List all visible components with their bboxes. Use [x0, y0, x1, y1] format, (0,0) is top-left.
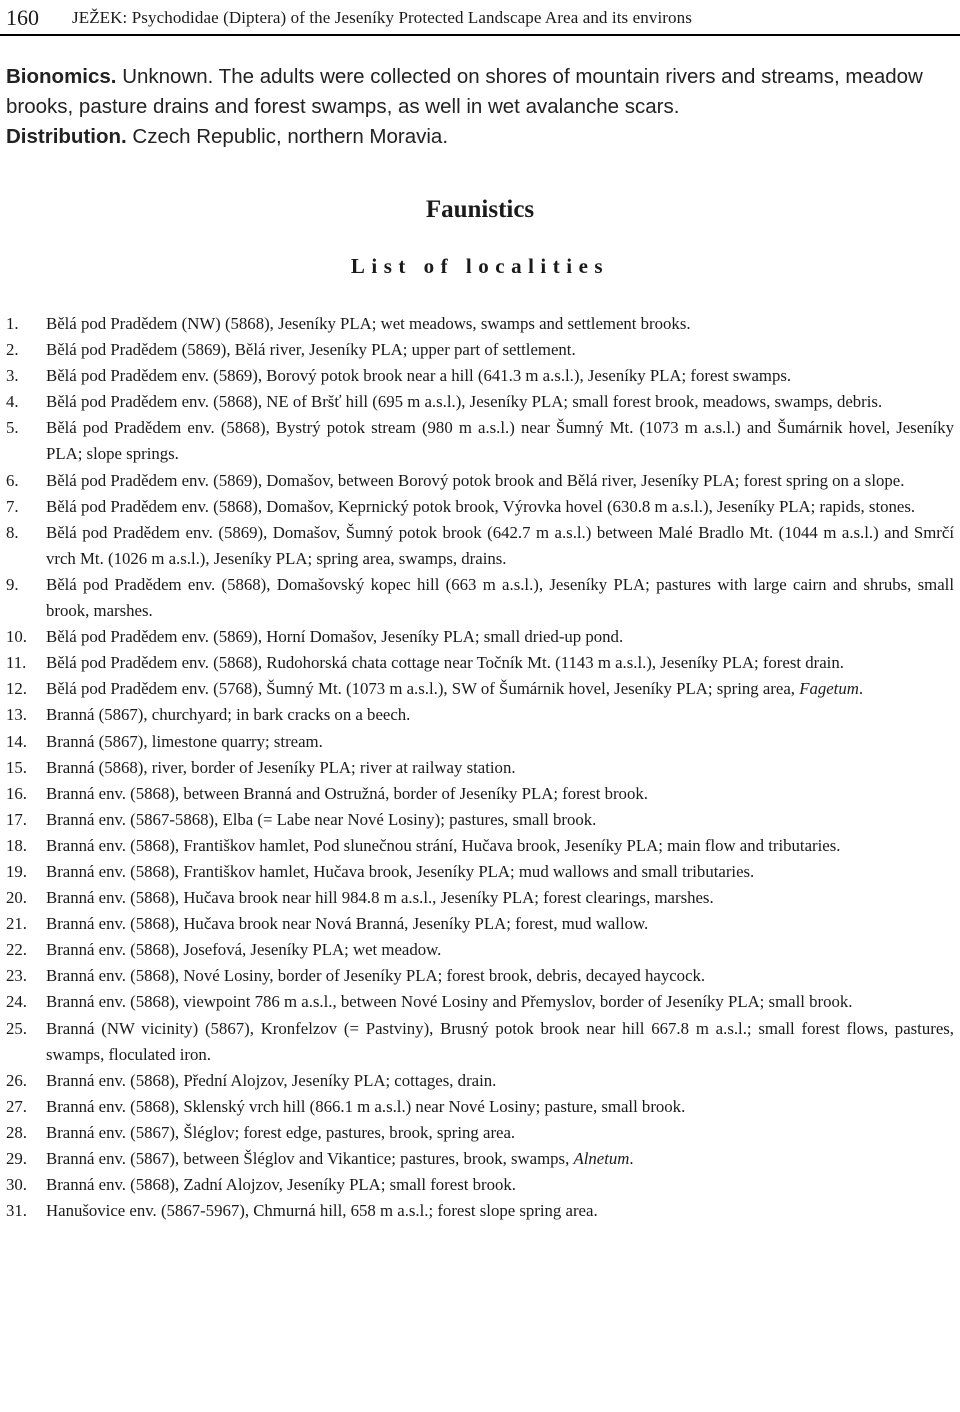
locality-description: Bělá pod Pradědem (NW) (5868), Jeseníky PLA; wet meadows, swamps and settlement brooks.	[46, 314, 691, 333]
locality-text	[46, 1094, 954, 1120]
locality-item	[6, 468, 954, 494]
locality-item	[6, 937, 954, 963]
locality-number: 31.	[6, 1201, 27, 1221]
locality-text	[46, 572, 954, 624]
locality-text	[46, 311, 954, 337]
locality-number: 5.	[6, 418, 19, 438]
locality-text	[46, 937, 954, 963]
subsection-title: List of localities	[350, 254, 610, 278]
bionomics-text: Unknown. The adults were collected on shores of mountain rivers and streams, meadow brooks, pasture drains and forest swamps, as well in wet avalanche scars.	[6, 65, 923, 118]
locality-number: 7.	[6, 496, 19, 516]
locality-text	[46, 676, 954, 702]
locality-number: 11.	[6, 653, 27, 673]
locality-text	[46, 755, 954, 781]
locality-text	[46, 520, 954, 572]
locality-number: 22.	[6, 940, 27, 960]
locality-item	[6, 415, 954, 467]
locality-number: 9.	[6, 574, 19, 594]
locality-item	[6, 363, 954, 389]
locality-description: Branná env. (5868), Sklenský vrch hill (866.1 m a.s.l.) near Nové Losiny; pasture, small brook.	[46, 1096, 686, 1116]
locality-number: 18.	[6, 835, 27, 855]
distribution-label: Distribution.	[6, 125, 127, 148]
locality-item	[6, 702, 954, 728]
locality-description: Bělá pod Pradědem (5869), Bělá river, Jeseníky PLA; upper part of settlement.	[46, 340, 576, 360]
locality-description: Bělá pod Pradědem env. (5868), Rudohorská chata cottage near Točník Mt. (1143 m a.s.l.), Jeseníky PLA; forest drain.	[46, 653, 844, 673]
locality-text	[46, 624, 954, 650]
locality-item	[6, 1198, 954, 1224]
locality-text	[46, 1198, 954, 1224]
locality-item	[6, 676, 954, 702]
locality-item	[6, 1172, 954, 1198]
locality-text	[46, 885, 954, 911]
locality-description: Branná env. (5867), between Šléglov and Vikantice; pastures, brook, swamps,	[46, 1149, 574, 1168]
intro-paragraph	[6, 62, 952, 152]
locality-text	[46, 989, 954, 1015]
locality-number: 6.	[6, 470, 19, 490]
locality-number: 2.	[6, 340, 19, 360]
locality-text	[46, 833, 954, 859]
locality-text	[46, 963, 954, 989]
locality-number: 15.	[6, 757, 27, 777]
locality-description: Branná (5868), river, border of Jeseníky PLA; river at railway station.	[46, 757, 516, 777]
locality-item	[6, 1120, 954, 1146]
locality-text	[46, 1016, 954, 1068]
locality-description: Bělá pod Pradědem env. (5868), Domašov, Keprnický potok brook, Výrovka hovel (630.8 m a.s.l.), Jeseníky PLA; rapids, stones.	[46, 496, 916, 516]
locality-number: 24.	[6, 992, 27, 1012]
locality-item	[6, 337, 954, 363]
locality-text	[46, 1146, 954, 1172]
locality-text	[46, 859, 954, 885]
locality-number: 16.	[6, 783, 27, 803]
locality-description: Bělá pod Pradědem env. (5869), Domašov, between Borový potok brook and Bělá river, Jeseníky PLA; forest spring on a slope.	[46, 470, 905, 490]
locality-punctuation: .	[629, 1149, 634, 1168]
locality-number: 19.	[6, 861, 27, 881]
locality-number: 26.	[6, 1070, 27, 1090]
page-number: 160	[6, 5, 39, 30]
locality-description: Bělá pod Pradědem env. (5869), Borový potok brook near a hill (641.3 m a.s.l.), Jeseníky PLA; forest swamps.	[46, 366, 792, 386]
locality-item	[6, 494, 954, 520]
locality-number: 3.	[6, 366, 19, 386]
locality-item	[6, 1068, 954, 1094]
locality-item	[6, 859, 954, 885]
locality-item	[6, 989, 954, 1015]
locality-item	[6, 650, 954, 676]
locality-number: 10.	[6, 627, 27, 647]
locality-item	[6, 911, 954, 937]
locality-text	[46, 1120, 954, 1146]
locality-item	[6, 807, 954, 833]
locality-number: 14.	[6, 731, 27, 751]
locality-description: Bělá pod Pradědem env. (5868), Bystrý potok stream (980 m a.s.l.) near Šumný Mt. (1073 m a.s.l.) and Šumárnik hovel, Jeseníky PLA; slope springs.	[46, 418, 954, 464]
locality-item	[6, 572, 954, 624]
locality-description: Branná env. (5868), Františkov hamlet, Hučava brook, Jeseníky PLA; mud wallows and small tributaries.	[46, 861, 755, 881]
locality-description: Branná env. (5868), Hučava brook near hill 984.8 m a.s.l., Jeseníky PLA; forest clearings, marshes.	[46, 888, 714, 908]
locality-number: 1.	[6, 314, 19, 333]
locality-number: 8.	[6, 522, 19, 542]
locality-text	[46, 468, 954, 494]
locality-description: Branná (NW vicinity) (5867), Kronfelzov (= Pastviny), Brusný potok brook near hill 667.8 m a.s.l.; small forest flows, pastures, swamps, floculated iron.	[46, 1018, 954, 1064]
locality-item	[6, 520, 954, 572]
locality-number: 30.	[6, 1175, 27, 1195]
locality-description: Bělá pod Pradědem env. (5869), Horní Domašov, Jeseníky PLA; small dried-up pond.	[46, 627, 624, 647]
header-rule	[0, 34, 960, 36]
locality-item	[6, 311, 954, 337]
locality-description: Branná env. (5868), viewpoint 786 m a.s.l., between Nové Losiny and Přemyslov, border of Jeseníky PLA; small brook.	[46, 992, 853, 1012]
locality-description: Branná env. (5868), Přední Alojzov, Jeseníky PLA; cottages, drain.	[46, 1070, 497, 1090]
locality-text	[46, 650, 954, 676]
locality-description: Branná env. (5868), Františkov hamlet, Pod slunečnou strání, Hučava brook, Jeseníky PLA; main flow and tributaries.	[46, 835, 841, 855]
locality-text	[46, 1172, 954, 1198]
locality-description: Branná (5867), churchyard; in bark cracks on a beech.	[46, 705, 411, 725]
locality-item	[6, 885, 954, 911]
locality-description: Branná (5867), limestone quarry; stream.	[46, 731, 323, 751]
running-title: JEŽEK: Psychodidae (Diptera) of the Jeseníky Protected Landscape Area and its environs	[72, 8, 692, 27]
locality-number: 4.	[6, 392, 19, 412]
locality-item	[6, 389, 954, 415]
section-title: Faunistics	[425, 196, 535, 223]
locality-number: 17.	[6, 809, 27, 829]
locality-item	[6, 755, 954, 781]
locality-text	[46, 1068, 954, 1094]
running-header	[6, 0, 960, 36]
locality-taxon: Alnetum	[573, 1149, 630, 1168]
locality-number: 25.	[6, 1018, 27, 1038]
locality-description: Branná env. (5867-5868), Elba (= Labe near Nové Losiny); pastures, small brook.	[46, 809, 597, 829]
locality-number: 29.	[6, 1149, 27, 1168]
locality-number: 23.	[6, 966, 27, 986]
locality-description: Bělá pod Pradědem env. (5868), NE of Bršť hill (695 m a.s.l.), Jeseníky PLA; small forest brook, meadows, swamps, debris.	[46, 392, 883, 412]
locality-description: Bělá pod Pradědem env. (5869), Domašov, Šumný potok brook (642.7 m a.s.l.) between Malé Bradlo Mt. (1044 m a.s.l.) and Smrčí vrch Mt. (1026 m a.s.l.), Jeseníky PLA; spring area, swamps, drains.	[46, 522, 954, 568]
locality-item	[6, 1146, 954, 1172]
locality-text	[46, 494, 954, 520]
locality-taxon: Fagetum	[799, 679, 859, 699]
locality-description: Branná env. (5867), Šléglov; forest edge, pastures, brook, spring area.	[46, 1122, 516, 1142]
locality-number: 20.	[6, 888, 27, 908]
locality-item	[6, 1094, 954, 1120]
locality-text	[46, 807, 954, 833]
locality-text	[46, 337, 954, 363]
locality-list	[6, 311, 954, 1224]
locality-text	[46, 389, 954, 415]
locality-punctuation: .	[858, 679, 864, 699]
distribution-text: Czech Republic, northern Moravia.	[126, 125, 449, 148]
locality-text	[46, 911, 954, 937]
locality-number: 13.	[6, 705, 27, 725]
locality-description: Hanušovice env. (5867-5967), Chmurná hill, 658 m a.s.l.; forest slope spring area.	[46, 1201, 598, 1221]
locality-item	[6, 1016, 954, 1068]
locality-text	[46, 729, 954, 755]
locality-description: Branná env. (5868), between Branná and Ostružná, border of Jeseníky PLA; forest brook.	[46, 783, 648, 803]
locality-description: Bělá pod Pradědem env. (5768), Šumný Mt. (1073 m a.s.l.), SW of Šumárnik hovel, Jeseníky PLA; spring area,	[46, 679, 800, 699]
locality-text	[46, 781, 954, 807]
locality-number: 12.	[6, 679, 27, 699]
locality-description: Branná env. (5868), Nové Losiny, border of Jeseníky PLA; forest brook, debris, decayed haycock.	[46, 966, 706, 986]
locality-number: 21.	[6, 914, 27, 934]
locality-item	[6, 781, 954, 807]
bionomics-label: Bionomics.	[6, 65, 117, 88]
locality-text	[46, 702, 954, 728]
locality-description: Branná env. (5868), Hučava brook near Nová Branná, Jeseníky PLA; forest, mud wallow.	[46, 914, 649, 934]
locality-number: 28.	[6, 1122, 27, 1142]
locality-number: 27.	[6, 1096, 27, 1116]
locality-text	[46, 363, 954, 389]
locality-item	[6, 624, 954, 650]
locality-description: Branná env. (5868), Zadní Alojzov, Jeseníky PLA; small forest brook.	[46, 1175, 516, 1195]
locality-item	[6, 833, 954, 859]
locality-description: Bělá pod Pradědem env. (5868), Domašovský kopec hill (663 m a.s.l.), Jeseníky PLA; pastures with large cairn and shrubs, small brook, marshes.	[46, 574, 954, 621]
locality-text	[46, 415, 954, 467]
locality-item	[6, 729, 954, 755]
locality-description: Branná env. (5868), Josefová, Jeseníky PLA; wet meadow.	[46, 940, 442, 960]
locality-item	[6, 963, 954, 989]
